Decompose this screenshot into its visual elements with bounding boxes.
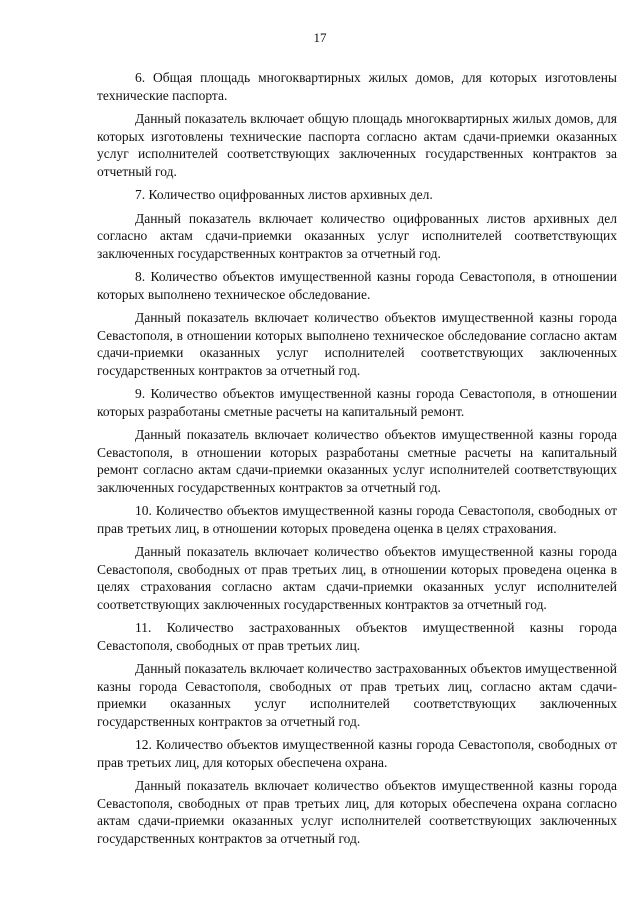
indicator-11-title: 11. Количество застрахованных объектов имущественной казны города Севастополя, свободных от прав третьих лиц. <box>97 620 617 653</box>
indicator-8-description: Данный показатель включает количество объектов имущественной казны города Севастополя, в отношении которых выполнено техническое обследование согласно актам сдачи-приемки оказанных услуг исполнителей соответствующих заключенных государственных контрактов за отчетный год. <box>97 310 617 378</box>
indicator-6-description: Данный показатель включает общую площадь многоквартирных жилых домов, для которых изготовлены технические паспорта согласно актам сдачи-приемки оказанных услуг исполнителей соответствующих заключенных государственных контрактов за отчетный год. <box>97 111 617 179</box>
indicator-9-title: 9. Количество объектов имущественной казны города Севастополя, в отношении которых разработаны сметные расчеты на капитальный ремонт. <box>97 386 617 419</box>
indicator-10-title: 10. Количество объектов имущественной казны города Севастополя, свободных от прав третьих лиц, в отношении которых проведена оценка в целях страхования. <box>97 503 617 536</box>
document-body <box>97 69 617 853</box>
indicator-6-title: 6. Общая площадь многоквартирных жилых домов, для которых изготовлены технические паспорта. <box>97 70 617 103</box>
indicator-10-description: Данный показатель включает количество объектов имущественной казны города Севастополя, свободных от прав третьих лиц, в отношении которых проведена оценка в целях страхования согласно актам сдачи-приемки оказанных услуг исполнителей соответствующих заключенных государственных контрактов за отчетный год. <box>97 544 617 612</box>
page-number: 17 <box>313 30 327 45</box>
indicator-9-description: Данный показатель включает количество объектов имущественной казны города Севастополя, в отношении которых разработаны сметные расчеты на капитальный ремонт согласно актам сдачи-приемки оказанных услуг исполнителей соответствующих заключенных государственных контрактов за отчетный год. <box>97 427 617 495</box>
indicator-7-description: Данный показатель включает количество оцифрованных листов архивных дел согласно актам сдачи-приемки оказанных услуг исполнителей соответствующих заключенных государственных контрактов за отчетный год. <box>97 210 617 261</box>
indicator-7-title: 7. Количество оцифрованных листов архивных дел. <box>135 187 433 202</box>
indicator-12-title: 12. Количество объектов имущественной казны города Севастополя, свободных от прав третьих лиц, для которых обеспечена охрана. <box>97 737 617 770</box>
indicator-12-description: Данный показатель включает количество объектов имущественной казны города Севастополя, свободных от прав третьих лиц, для которых обеспечена охрана согласно актам сдачи-приемки оказанных услуг исполнителей соответствующих заключенных государственных контрактов за отчетный год. <box>97 778 617 846</box>
indicator-11-description: Данный показатель включает количество застрахованных объектов имущественной казны города Севастополя, свободных от прав третьих лиц, согласно актам сдачи-приемки оказанных услуг исполнителей соответствующих заключенных государственных контрактов за отчетный год. <box>97 661 617 729</box>
indicator-8-title: 8. Количество объектов имущественной казны города Севастополя, в отношении которых выполнено техническое обследование. <box>97 269 617 302</box>
